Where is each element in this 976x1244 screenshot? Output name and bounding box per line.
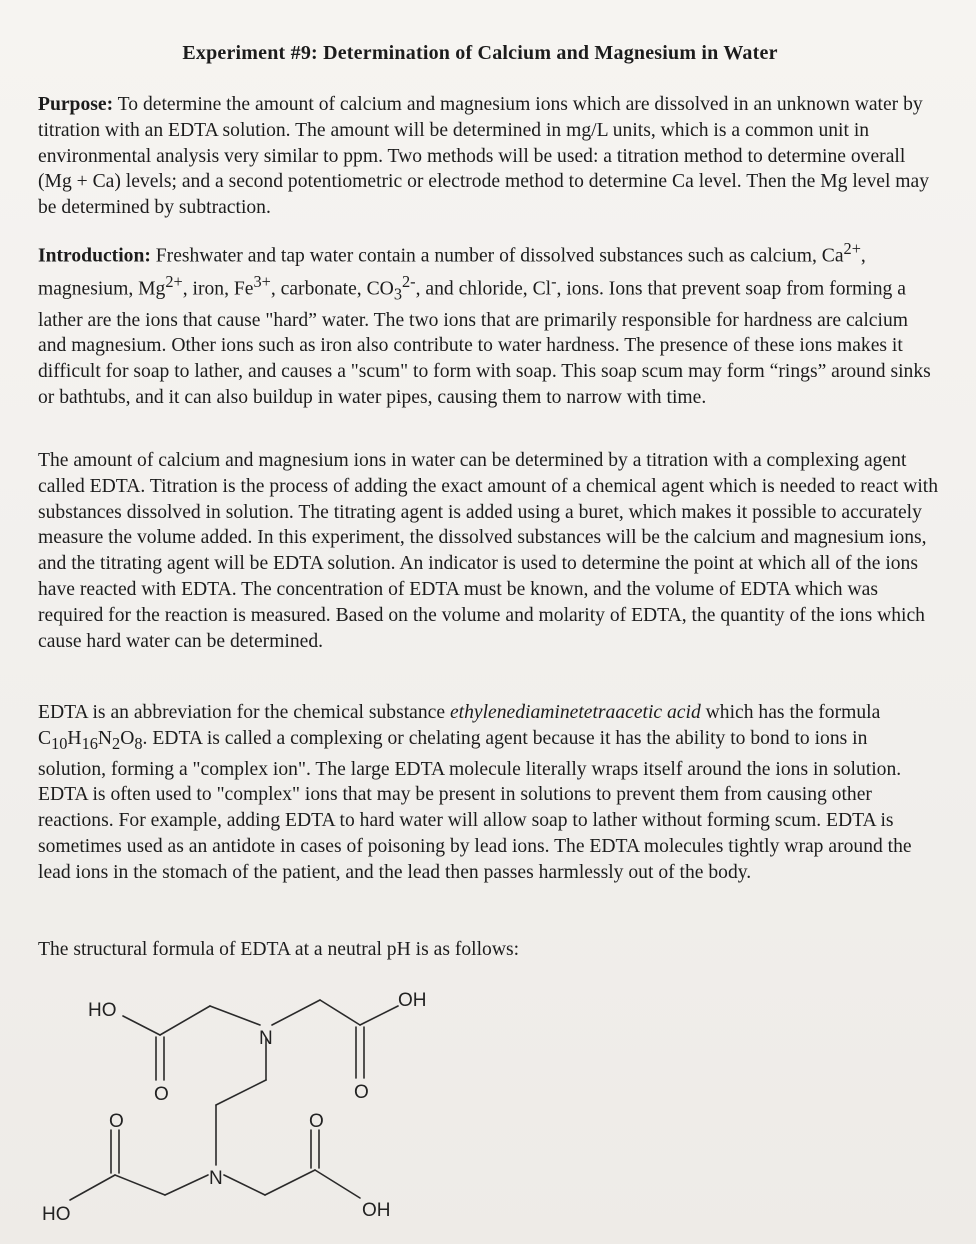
introduction-text-2: , ions. Ions that prevent soap from forming a lather are the ions that cause "hard” water. The two ions that are primarily responsible for hardness are calcium and magnesium. Other ions such as iron also contribute to water hardness. The presence of these ions makes it difficult for soap to lather, and causes a "scum" to form with soap. This soap scum may form “rings” around sinks or bathtubs, and it can also buildup in water pipes, causing them to narrow with time. <box>38 278 931 408</box>
structure-label-n-top: N <box>259 1028 273 1049</box>
chloride-charge: - <box>551 272 557 292</box>
formula-o-sub: 8 <box>134 733 143 753</box>
carbonate-text: , carbonate, CO <box>270 278 394 300</box>
edta-text-3: . EDTA is called a complexing or chelating agent because it has the ability to bond to ions in solution, forming a "complex ion". The large EDTA molecule literally wraps itself around the ions in solution. EDTA is often used to "complex" ions that may be present in solutions to prevent them from causing other reactions. For example, adding EDTA to hard water will allow soap to lather without forming scum. EDTA is sometimes used as an antidote in cases of poisoning by lead ions. The EDTA molecules tightly wrap around the lead ions in the stomach of the patient, and the lead then passes harmlessly out of the body. <box>38 727 912 883</box>
formula-c-sub: 10 <box>51 733 68 753</box>
structure-label-n-bottom: N <box>209 1168 223 1189</box>
introduction-text-1: Freshwater and tap water contain a number of dissolved substances such as calcium, <box>155 245 817 267</box>
calcium-symbol: Ca <box>821 245 844 267</box>
purpose-paragraph <box>38 92 938 221</box>
chloride-text: , and chloride, Cl <box>415 278 552 300</box>
carbonate-charge: 2- <box>402 272 416 292</box>
formula-n: N <box>97 727 113 749</box>
calcium-charge: 2+ <box>843 239 861 258</box>
structure-label-oh-top: OH <box>398 990 427 1011</box>
formula-c: C <box>38 727 52 749</box>
iron-text: , iron, Fe <box>182 278 254 300</box>
carbonate-subscript: 3 <box>393 284 402 304</box>
formula-o: O <box>120 727 135 749</box>
formula-h: H <box>67 727 82 749</box>
document-title: Experiment #9: Determination of Calcium and Magnesium in Water <box>182 42 778 64</box>
edta-text-2: which has the formula <box>700 702 881 723</box>
structure-label-ho-bottom: HO <box>42 1204 71 1225</box>
titration-paragraph: The amount of calcium and magnesium ions in water can be determined by a titration with a complexing agent called EDTA. Titration is the process of adding the exact amount of a chemical agent which is needed to react with substances dissolved in solution. The titrating agent is added using a buret, which makes it possible to accurately measure the volume added. In this experiment, the dissolved substances will be the calcium and magnesium ions, and the titrating agent will be EDTA solution. An indicator is used to determine the point at which all of the ions have reacted with EDTA. The concentration of EDTA must be known, and the volume of EDTA which was required for the reaction is measured. Based on the volume and molarity of EDTA, the quantity of the ions which cause hard water can be determined. <box>38 450 939 652</box>
magnesium-charge: 2+ <box>165 272 183 292</box>
structure-label-o-4: O <box>309 1111 324 1132</box>
magnesium-text: , magnesium, Mg <box>38 245 866 300</box>
formula-h-sub: 16 <box>81 733 98 753</box>
introduction-paragraph <box>38 236 938 411</box>
structure-label-ho-top: HO <box>88 1000 117 1021</box>
edta-structural-formula <box>30 980 470 1230</box>
edta-text-1: EDTA is an abbreviation for the chemical substance <box>38 702 450 723</box>
formula-n-sub: 2 <box>112 733 121 753</box>
structure-label-o-1: O <box>154 1084 169 1105</box>
structure-label-oh-bottom: OH <box>362 1200 391 1221</box>
structure-label-o-2: O <box>354 1082 369 1103</box>
introduction-label: Introduction: <box>38 245 151 267</box>
structure-intro-paragraph: The structural formula of EDTA at a neutral pH is as follows: <box>38 939 520 960</box>
structure-label-o-3: O <box>109 1111 124 1132</box>
edta-chemical-name: ethylenediaminetetraacetic acid <box>449 702 701 723</box>
iron-charge: 3+ <box>253 272 271 292</box>
edta-paragraph <box>38 700 938 885</box>
purpose-label: Purpose: <box>38 94 114 115</box>
purpose-text: To determine the amount of calcium and magnesium ions which are dissolved in an unknown water by titration with an EDTA solution. The amount will be determined in mg/L units, which is a common unit in environmental analysis very similar to ppm. Two methods will be used: a titration method to determine overall (Mg + Ca) levels; and a second potentiometric or electrode method to determine Ca level. Then the Mg level may be determined by subtraction. <box>38 94 930 219</box>
